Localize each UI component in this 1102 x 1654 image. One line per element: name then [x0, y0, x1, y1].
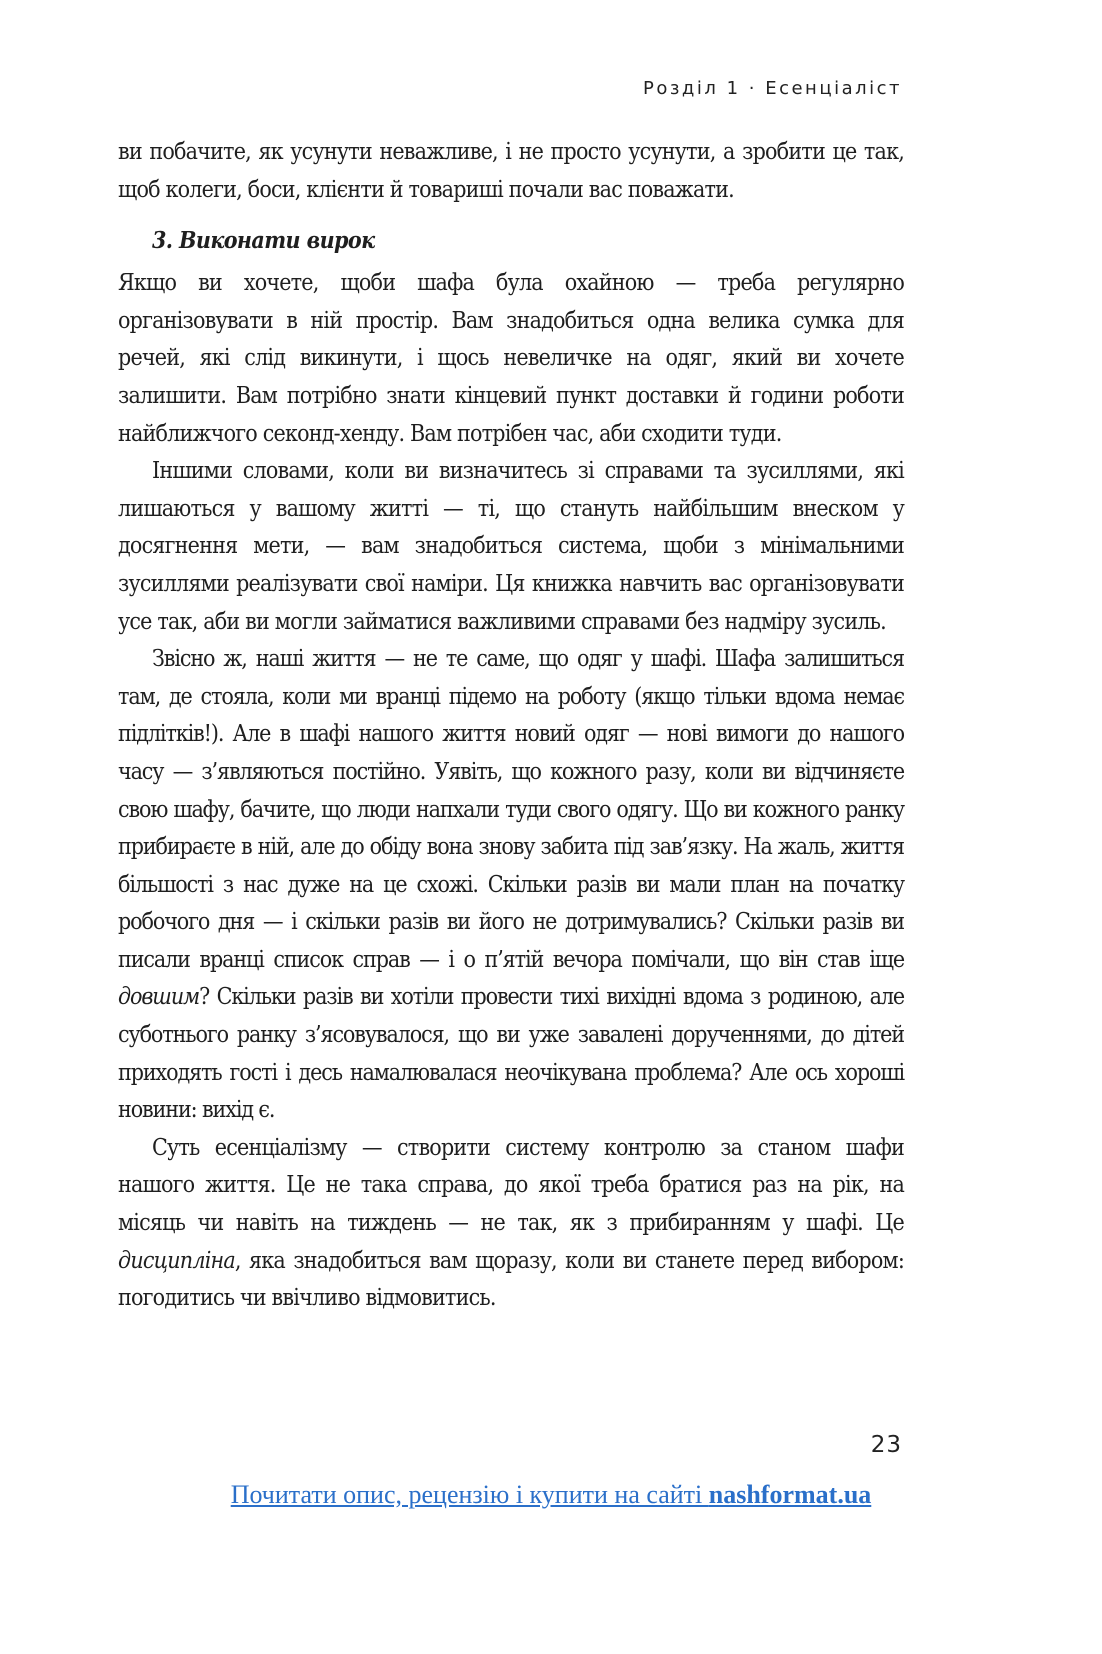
body-text: [118, 134, 904, 1318]
promo-site-name: nashformat.ua: [708, 1480, 872, 1509]
promo-link-text: Почитати опис, рецензію і купити на сайті: [230, 1480, 709, 1509]
paragraph-4-text-a: Суть есенціалізму — створити систему контролю за станом шафи нашого життя. Це не така справа, до якої треба братися раз на рік, на місяць чи навіть на тиждень — не так, як з прибиранням у шафі. Це: [118, 1134, 904, 1237]
running-header: Розділ 1 · Есенціаліст: [642, 78, 902, 99]
page-number: 23: [870, 1432, 902, 1458]
paragraph-3-text-a: Звісно ж, наші життя — не те саме, що одяг у шафі. Шафа залишиться там, де стояла, коли ми вранці підемо на роботу (якщо тільки вдома немає підлітків!). Але в шафі нашого життя новий одяг — нові вимоги до нашого часу — з’являються постійно. Уявіть, що кожного разу, коли ви відчиняєте свою шафу, бачите, що люди напхали туди свого одягу. Що ви кожного ранку прибираєте в ній, але до обіду вона знову забита під зав’язку. На жаль, життя більшості з нас дуже на це схожі. Скільки разів ви мали план на початку робочого дня — і скільки разів ви його не дотримувались? Скільки разів ви писали вранці список справ — і о п’ятій вечора помічали, що він став іще: [118, 646, 904, 973]
paragraph-4-text-b: , яка знадобиться вам щоразу, коли ви станете перед вибором: погодитись чи ввічливо відмовитись.: [118, 1247, 904, 1312]
paragraph-3-emphasis: довшим: [118, 984, 200, 1011]
promo-banner: [100, 1480, 1002, 1510]
section-heading: 3. Виконати вирок: [152, 227, 375, 255]
paragraph-3: [118, 641, 904, 1130]
paragraph-intro: ви побачите, як усунути неважливе, і не просто усунути, а зробити це так, щоб колеги, боси, клієнти й товариші почали вас поважати.: [118, 139, 904, 203]
paragraph-4-emphasis: дисципліна: [118, 1247, 235, 1274]
paragraph-4: [118, 1130, 904, 1318]
paragraph-3-text-b: ? Скільки разів ви хотіли провести тихі вихідні вдома з родиною, але суботнього ранку з’ясовувалося, що ви уже завалені дорученнями, до дітей приходять гості і десь намалювалася неочікувана проблема? Але ось хороші новини: вихід є.: [118, 984, 904, 1124]
promo-link[interactable]: [231, 1480, 872, 1509]
paragraph-2: Іншими словами, коли ви визначитесь зі справами та зусиллями, які лишаються у вашому житті — ті, що стануть найбільшим внеском у досягнення мети, — вам знадобиться система, щоби з мінімальними зусиллями реалізувати свої наміри. Ця книжка навчить вас організовувати усе так, аби ви могли займатися важливими справами без надміру зусиль.: [118, 458, 904, 635]
paragraph-1: Якщо ви хочете, щоби шафа була охайною — треба регулярно організовувати в ній простір. Вам знадобиться одна велика сумка для речей, які слід викинути, і щось невеличке на одяг, який ви хочете залишити. Вам потрібно знати кінцевий пункт доставки й години роботи найближчого секонд-хенду. Вам потрібен час, аби сходити туди.: [118, 270, 904, 447]
